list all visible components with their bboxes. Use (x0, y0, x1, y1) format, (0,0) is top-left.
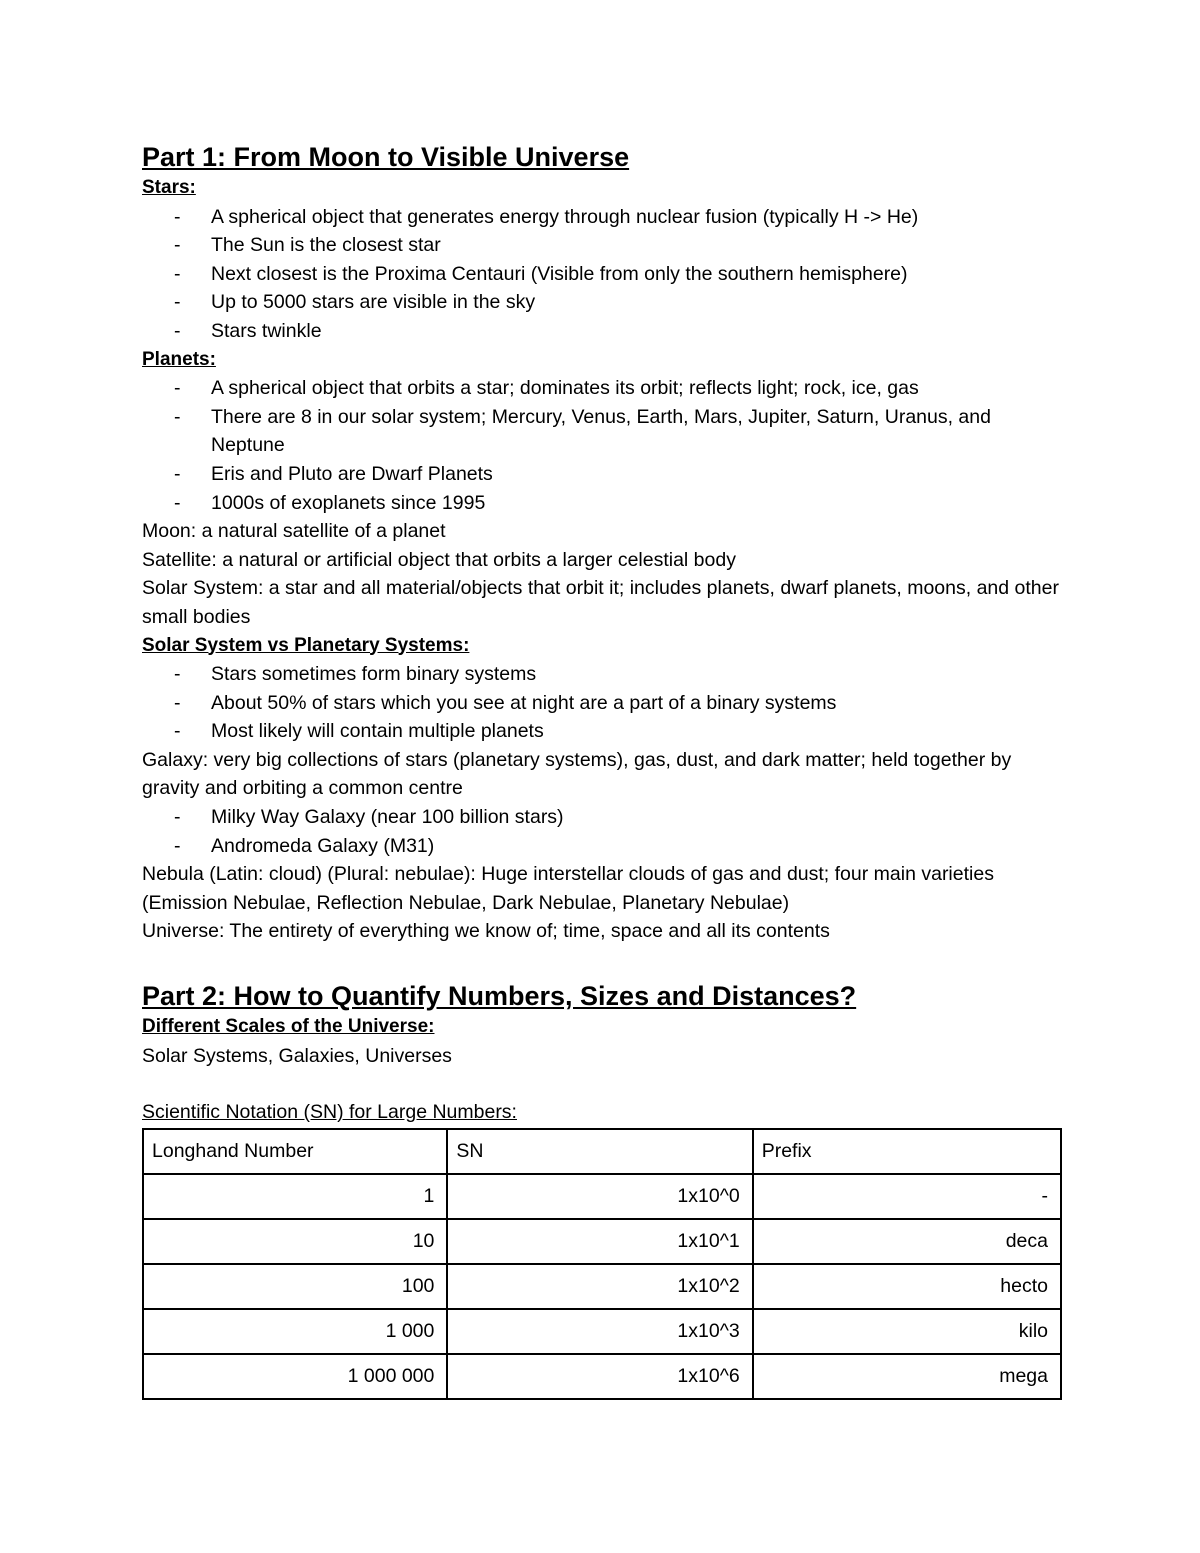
part2-title: Part 2: How to Quantify Numbers, Sizes and Distances? (142, 981, 857, 1012)
table-cell: 1x10^3 (447, 1309, 752, 1354)
table-row (143, 1174, 1061, 1219)
scales-heading: Different Scales of the Universe: (142, 1016, 435, 1038)
solar-system-definition: Solar System: a star and all material/objects that orbit it; includes planets, dwarf planets, moons, and other small bodies (142, 577, 1059, 628)
table-cell: 1x10^6 (447, 1354, 752, 1399)
table-cell: 1 000 000 (143, 1354, 447, 1399)
table-cell: 100 (143, 1264, 447, 1309)
ss-vs-ps-list (142, 660, 1062, 746)
list-item: - Up to 5000 stars are visible in the sky (174, 291, 536, 314)
universe-definition: Universe: The entirety of everything we know of; time, space and all its contents (142, 920, 830, 943)
header-cell: Longhand Number (143, 1129, 447, 1174)
part1-title: Part 1: From Moon to Visible Universe (142, 142, 630, 172)
table-cell: kilo (753, 1309, 1061, 1354)
table-cell: 10 (143, 1219, 447, 1264)
table-row (143, 1219, 1061, 1264)
list-item: - Milky Way Galaxy (near 100 billion stars) (174, 806, 564, 829)
list-item: - There are 8 in our solar system; Mercury, Venus, Earth, Mars, Jupiter, Saturn, Uranus, and Neptune (174, 405, 991, 457)
table-cell: 1 (143, 1174, 447, 1219)
moon-definition: Moon: a natural satellite of a planet (142, 520, 446, 543)
table-row (143, 1264, 1061, 1309)
table-cell: 1 000 (143, 1309, 447, 1354)
table-cell: 1x10^2 (447, 1264, 752, 1309)
document-page (142, 140, 1062, 1400)
nebula-definition: Nebula (Latin: cloud) (Plural: nebulae): Huge interstellar clouds of gas and dust; four main varieties (Emission Nebulae, Reflection Nebulae, Dark Nebulae, Planetary Nebulae) (142, 863, 994, 914)
ss-vs-ps-heading: Solar System vs Planetary Systems: (142, 634, 470, 656)
scientific-notation-table (142, 1128, 1062, 1400)
table-cell: hecto (753, 1264, 1061, 1309)
list-item: - Andromeda Galaxy (M31) (174, 834, 435, 857)
list-item: - Stars sometimes form binary systems (174, 663, 537, 686)
table-row (143, 1309, 1061, 1354)
list-item: - The Sun is the closest star (174, 234, 441, 257)
planets-heading: Planets: (142, 348, 216, 370)
scales-text: Solar Systems, Galaxies, Universes (142, 1044, 452, 1067)
table-cell: mega (753, 1354, 1061, 1399)
sn-heading: Scientific Notation (SN) for Large Numbers: (142, 1101, 517, 1124)
table-header-row (143, 1129, 1061, 1174)
list-item: - A spherical object that orbits a star; dominates its orbit; reflects light; rock, ice, gas (174, 377, 919, 400)
table-cell: 1x10^0 (447, 1174, 752, 1219)
planets-list (142, 374, 1062, 517)
list-item: - A spherical object that generates energy through nuclear fusion (typically H -> He) (174, 205, 919, 228)
galaxy-list (142, 803, 1062, 860)
table-cell: 1x10^1 (447, 1219, 752, 1264)
table-cell: - (753, 1174, 1061, 1219)
list-item: - About 50% of stars which you see at night are a part of a binary systems (174, 691, 837, 714)
stars-heading: Stars: (142, 177, 196, 198)
list-item: - Eris and Pluto are Dwarf Planets (174, 462, 493, 485)
header-cell: Prefix (753, 1129, 1061, 1174)
list-item: - Next closest is the Proxima Centauri (Visible from only the southern hemisphere) (174, 262, 908, 285)
stars-list (142, 203, 1062, 346)
header-cell: SN (447, 1129, 752, 1174)
satellite-definition: Satellite: a natural or artificial object that orbits a larger celestial body (142, 548, 736, 571)
list-item: - Most likely will contain multiple planets (174, 720, 544, 743)
table-cell: deca (753, 1219, 1061, 1264)
list-item: - 1000s of exoplanets since 1995 (174, 491, 486, 514)
table-row (143, 1354, 1061, 1399)
galaxy-definition: Galaxy: very big collections of stars (planetary systems), gas, dust, and dark matter; held together by gravity and orbiting a common centre (142, 748, 1012, 800)
list-item: - Stars twinkle (174, 319, 322, 342)
